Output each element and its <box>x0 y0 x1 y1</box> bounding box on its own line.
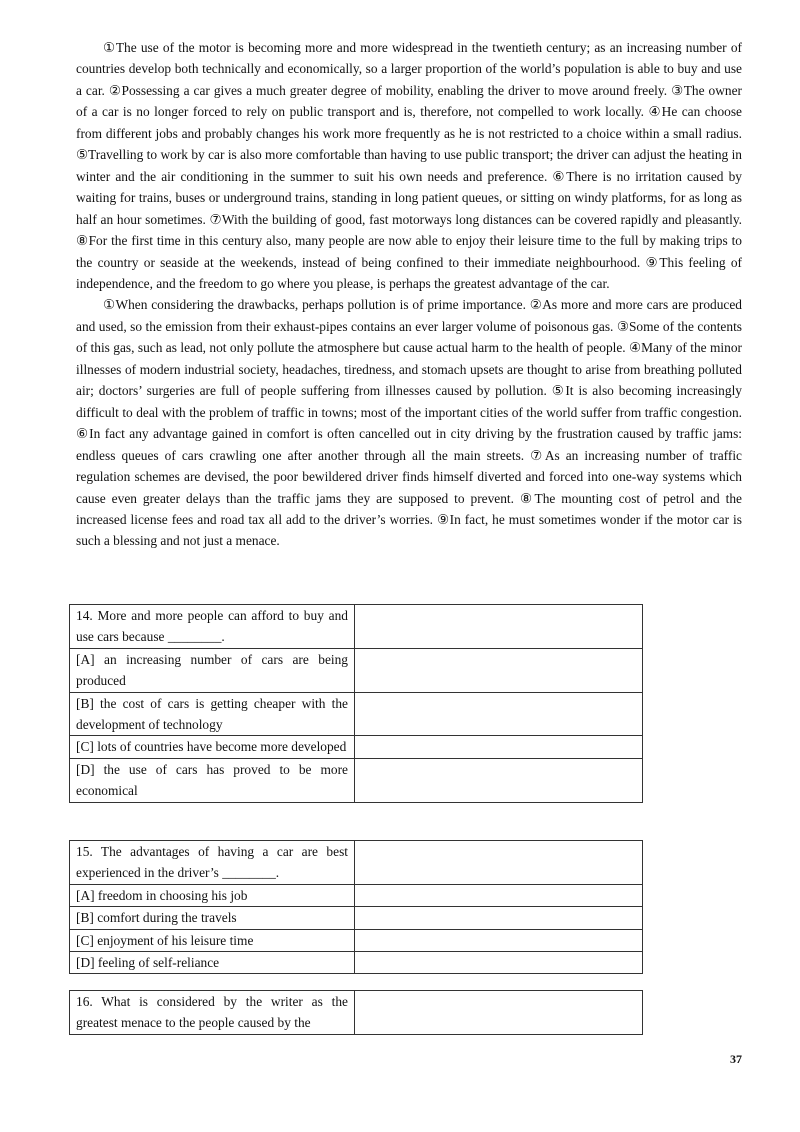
question-15-option-b: [B] comfort during the travels <box>70 907 355 929</box>
page-number: 37 <box>730 1052 742 1066</box>
answer-cell <box>355 907 643 929</box>
answer-cell <box>355 692 643 736</box>
question-15-table <box>69 840 643 974</box>
table-row <box>70 692 643 736</box>
question-14-option-b: [B] the cost of cars is getting cheaper with the development of technology <box>70 692 355 736</box>
question-15-option-d: [D] feeling of self-reliance <box>70 952 355 974</box>
table-row <box>70 991 643 1035</box>
table-row <box>70 758 643 802</box>
question-14-stem: 14. More and more people can afford to buy and use cars because ________. <box>70 605 355 649</box>
answer-cell <box>355 758 643 802</box>
question-16-table <box>69 990 643 1035</box>
question-16-stem: 16. What is considered by the writer as the greatest menace to the people caused by the <box>70 991 355 1035</box>
reading-passage <box>76 37 742 552</box>
answer-cell <box>355 952 643 974</box>
table-row <box>70 952 643 974</box>
answer-cell <box>355 991 643 1035</box>
answer-cell <box>355 841 643 885</box>
table-row <box>70 648 643 692</box>
question-15-option-a: [A] freedom in choosing his job <box>70 884 355 906</box>
table-row <box>70 929 643 951</box>
table-row <box>70 736 643 758</box>
passage-paragraph-1: ①The use of the motor is becoming more and more widespread in the twentieth century; as an increasing number of countries develop both technically and economically, so a larger proportion of the world’s population is able to buy and use a car. ②Possessing a car gives a much greater degree of mobility, enabling the driver to move around freely. ③The owner of a car is no longer forced to rely on public transport and is, therefore, not compelled to work locally. ④He can choose from different jobs and probably changes his work more frequently as he is not restricted to a choice within a small radius. ⑤Travelling to work by car is also more comfortable than having to use public transport; the driver can adjust the heating in winter and the air conditioning in the summer to suit his own needs and preference. ⑥There is no irritation caused by waiting for trains, buses or underground trains, standing in long patient queues, or sitting on windy platforms, for as long as half an hour sometimes. ⑦With the building of good, fast motorways long distances can be covered rapidly and pleasantly. ⑧For the first time in this century also, many people are now able to enjoy their leisure time to the full by making trips to the country or seaside at the weekends, instead of being confined to their immediate neighbourhood. ⑨This feeling of independence, and the freedom to go where you please, is perhaps the greatest advantage of the car. <box>76 40 742 291</box>
question-14-option-c: [C] lots of countries have become more developed <box>70 736 355 758</box>
table-row <box>70 841 643 885</box>
answer-cell <box>355 605 643 649</box>
table-row <box>70 907 643 929</box>
answer-cell <box>355 648 643 692</box>
answer-cell <box>355 929 643 951</box>
table-row <box>70 605 643 649</box>
question-14-option-a: [A] an increasing number of cars are being produced <box>70 648 355 692</box>
question-15-option-c: [C] enjoyment of his leisure time <box>70 929 355 951</box>
passage-paragraph-2: ①When considering the drawbacks, perhaps pollution is of prime importance. ②As more and more cars are produced and used, so the emission from their exhaust-pipes contains an ever larger volume of poisonous gas. ③Some of the contents of this gas, such as lead, not only pollute the atmosphere but cause actual harm to the health of people. ④Many of the minor illnesses of modern industrial society, headaches, tiredness, and stomach upsets are thought to arise from breathing polluted air; doctors’ surgeries are full of people suffering from illnesses caused by pollution. ⑤It is also becoming increasingly difficult to deal with the problem of traffic in towns; most of the important cities of the world suffer from traffic congestion. ⑥In fact any advantage gained in comfort is often cancelled out in city driving by the frustration caused by traffic jams: endless queues of cars crawling one after another through all the main streets. ⑦As an increasing number of traffic regulation schemes are devised, the poor bewildered driver finds himself diverted and forced into one-way systems which cause even greater delays than the traffic jams they are supposed to prevent. ⑧The mounting cost of petrol and the increased license fees and road tax all add to the driver’s worries. ⑨In fact, he must sometimes wonder if the motor car is such a blessing and not just a menace. <box>76 297 742 549</box>
question-14-table <box>69 604 643 803</box>
table-row <box>70 884 643 906</box>
question-15-stem: 15. The advantages of having a car are best experienced in the driver’s ________. <box>70 841 355 885</box>
answer-cell <box>355 884 643 906</box>
answer-cell <box>355 736 643 758</box>
question-14-option-d: [D] the use of cars has proved to be more economical <box>70 758 355 802</box>
